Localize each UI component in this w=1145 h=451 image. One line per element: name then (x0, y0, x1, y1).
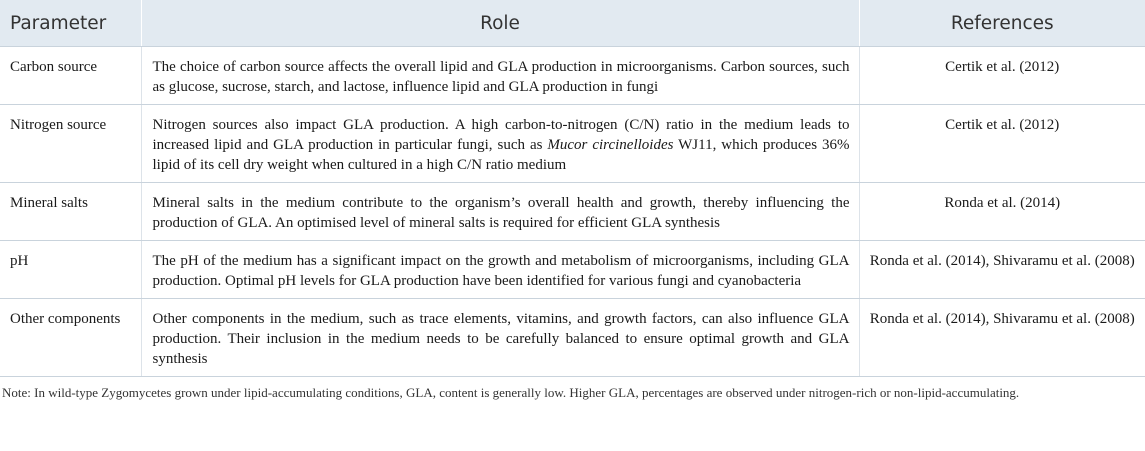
table-row (0, 105, 1145, 183)
cell-parameter: pH (0, 241, 141, 299)
species-name: Mucor circinelloides (547, 137, 674, 153)
table-row (0, 299, 1145, 377)
cell-role (141, 105, 859, 183)
cell-parameter: Other components (0, 299, 141, 377)
header-role: Role (141, 0, 859, 47)
table-body (0, 47, 1145, 377)
header-row (0, 0, 1145, 47)
table-row (0, 47, 1145, 105)
cell-role: Mineral salts in the medium contribute to the organism’s overall health and growth, thereby influencing the production of GLA. An optimised level of mineral salts is required for efficient GLA synthesis (141, 183, 859, 241)
header-parameter: Parameter (0, 0, 141, 47)
cell-parameter: Carbon source (0, 47, 141, 105)
cell-role: The pH of the medium has a significant impact on the growth and metabolism of microorganisms, including GLA production. Optimal pH levels for GLA production have been identified for various fungi and cyanobacteria (141, 241, 859, 299)
cell-parameter: Mineral salts (0, 183, 141, 241)
header-references: References (859, 0, 1145, 47)
table-header (0, 0, 1145, 47)
cell-references: Ronda et al. (2014), Shivaramu et al. (2008) (859, 241, 1145, 299)
cell-role: Other components in the medium, such as trace elements, vitamins, and growth factors, can also influence GLA production. Their inclusion in the medium needs to be carefully balanced to ensure optimal growth and GLA synthesis (141, 299, 859, 377)
cell-references: Ronda et al. (2014), Shivaramu et al. (2008) (859, 299, 1145, 377)
cell-parameter: Nitrogen source (0, 105, 141, 183)
table-row (0, 241, 1145, 299)
table-row (0, 183, 1145, 241)
cell-references: Ronda et al. (2014) (859, 183, 1145, 241)
role-text: Nitrogen sources also impact GLA production. A high carbon-to-nitrogen (C/N) ratio in the medium leads to increased lipid and GLA production in particular fungi, such as (152, 117, 850, 153)
role-text: WJ11, which produces 36% lipid of its cell dry weight when cultured in a high C/N ratio medium (152, 137, 850, 173)
table-footnote: Note: In wild-type Zygomycetes grown under lipid-accumulating conditions, GLA, content is generally low. Higher GLA, percentages are observed under nitrogen-rich or non-lipid-accumulating. (2, 385, 1020, 400)
cell-references: Certik et al. (2012) (859, 47, 1145, 105)
cell-references: Certik et al. (2012) (859, 105, 1145, 183)
cell-role: The choice of carbon source affects the overall lipid and GLA production in microorganisms. Carbon sources, such as glucose, sucrose, starch, and lactose, influence lipid and GLA production in fungi (141, 47, 859, 105)
